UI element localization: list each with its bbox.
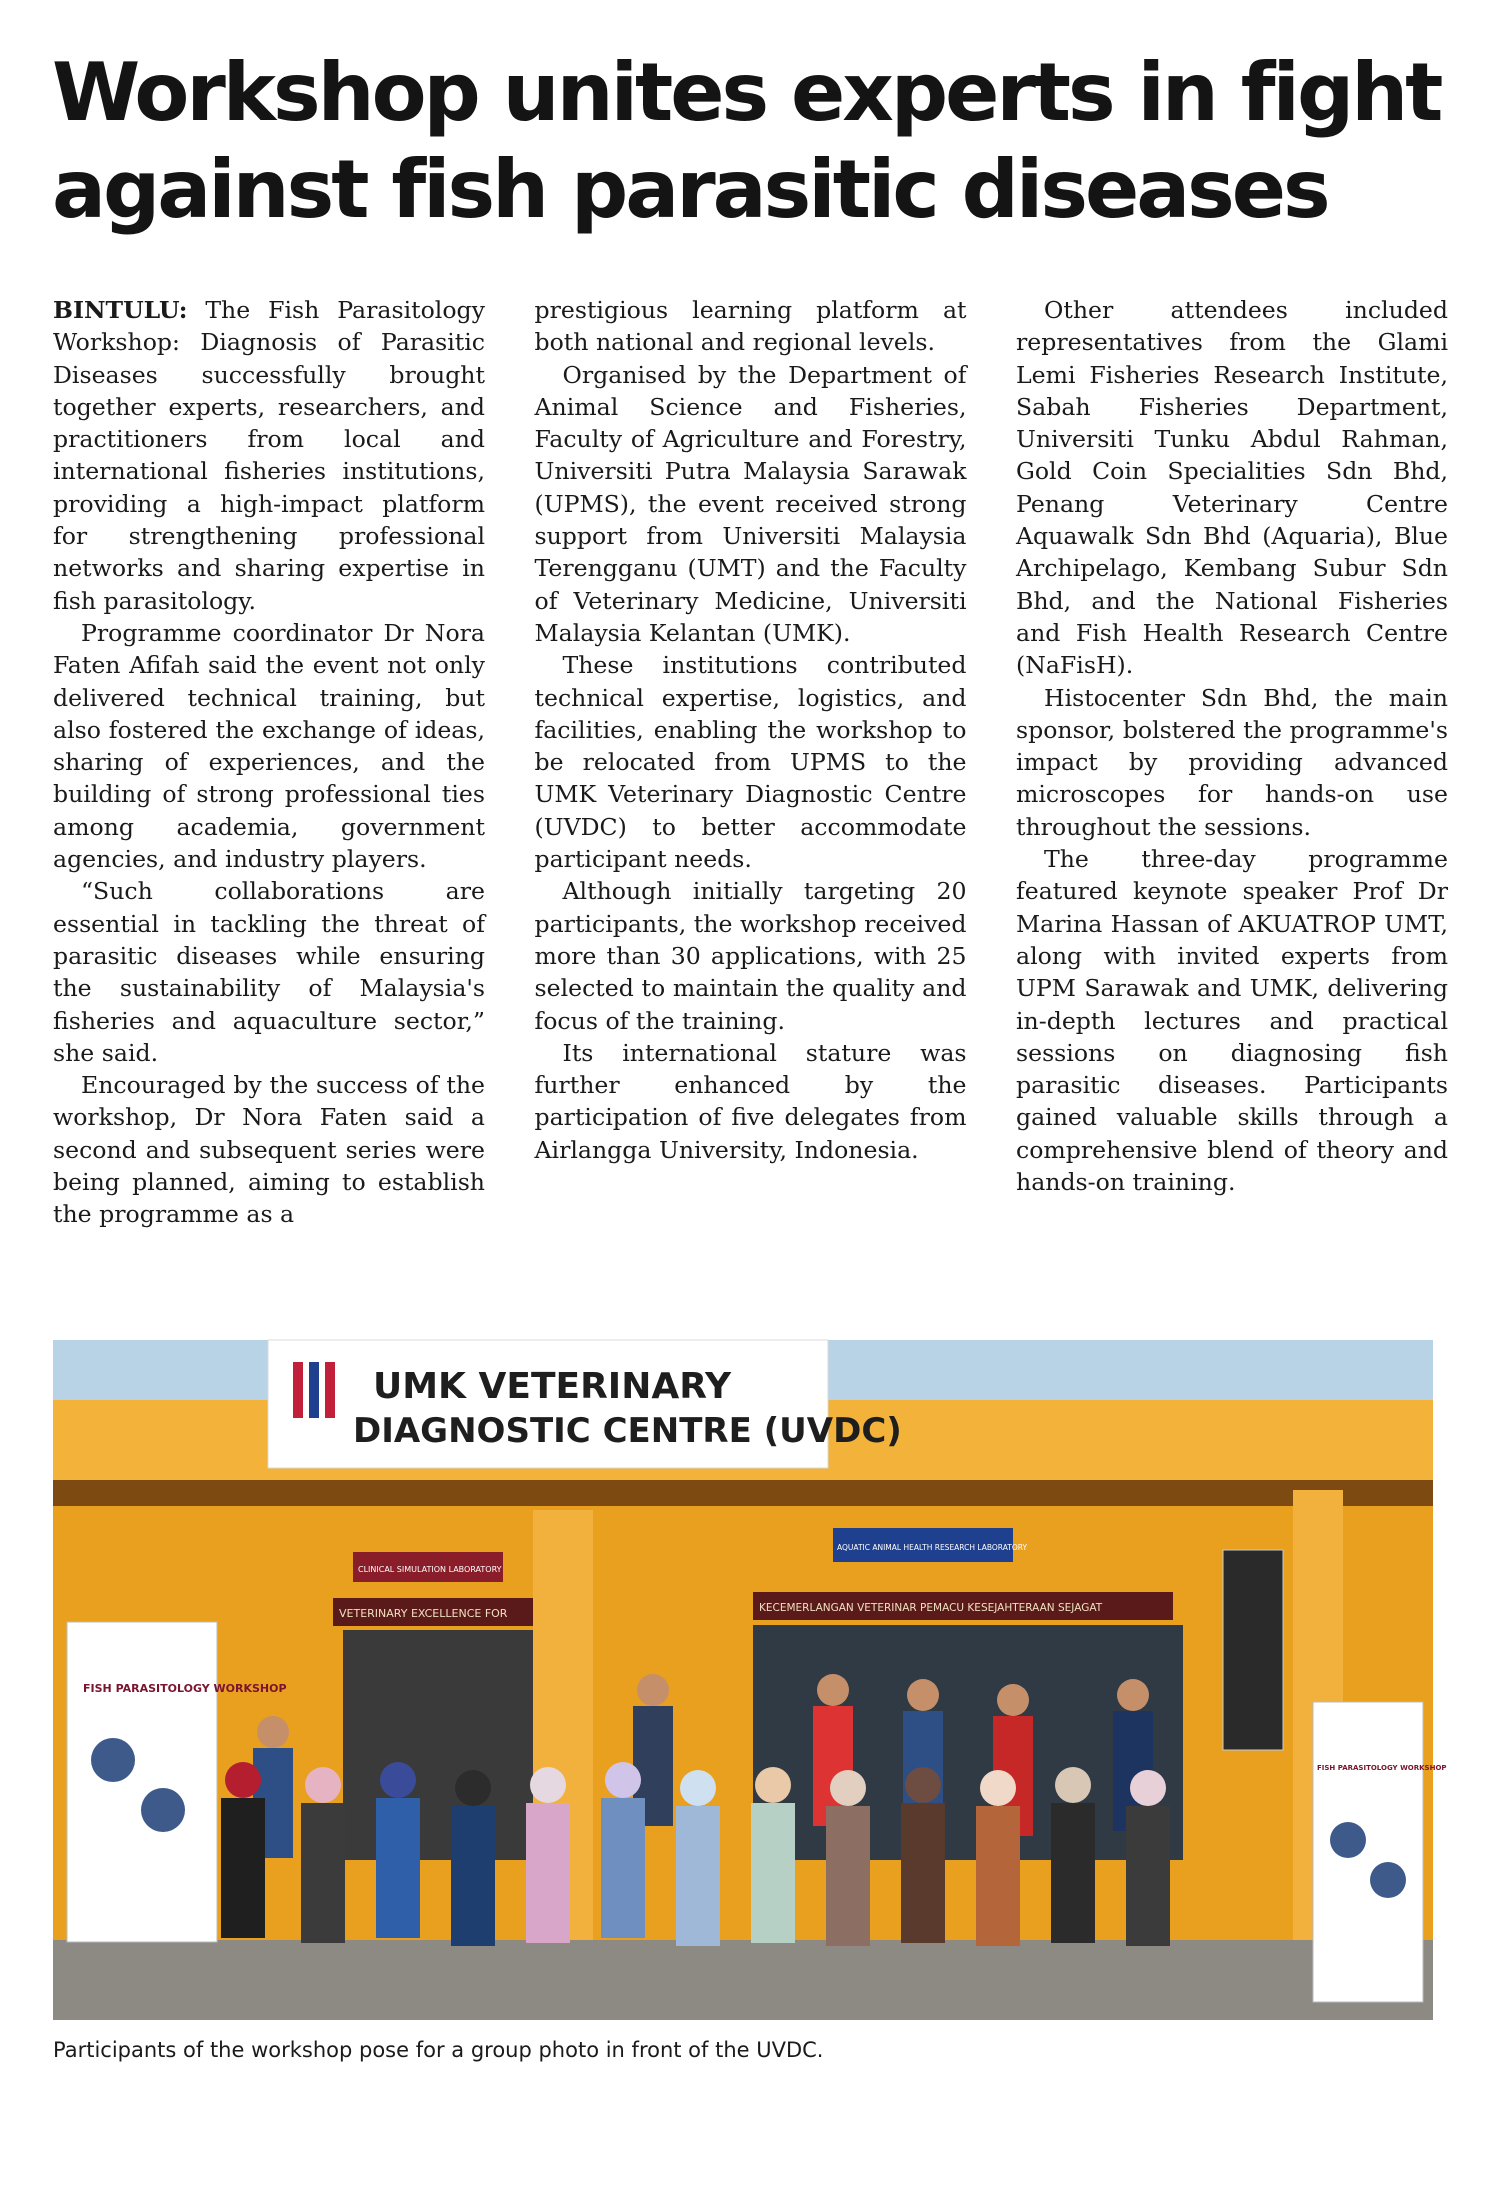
paragraph: Organised by the Department of Animal Science and Fisheries, Faculty of Agriculture and Forestry, Universiti Putra Malaysia Sarawak (UPMS), the event received strong support from Universiti Malaysia Terengganu (UMT) and the Faculty of Veterinary Medicine, Universiti Malaysia Kelantan (UMK). bbox=[534, 360, 967, 647]
standee-left-title: FISH PARASITOLOGY WORKSHOP bbox=[83, 1682, 287, 1695]
paragraph-text: The Fish Parasitology Workshop: Diagnosis of Parasitic Diseases successfully brought together experts, researchers, and practitioners from local and international fisheries institutions, providing a high-impact platform for strengthening professional networks and sharing expertise in fish parasitology. bbox=[53, 296, 485, 615]
headline: Workshop unites experts in fight against fish parasitic diseases bbox=[52, 46, 1441, 236]
sign-line-2: DIAGNOSTIC CENTRE (UVDC) bbox=[353, 1411, 902, 1451]
sign-line-1: UMK VETERINARY bbox=[373, 1366, 732, 1407]
paragraph: Other attendees included representatives from the Glami Lemi Fisheries Research Institute, Sabah Fisheries Department, Universiti Tunku Abdul Rahman, Gold Coin Specialities Sdn Bhd, Penang Veterinary Centre Aquawalk Sdn Bhd (Aquaria), Blue Archipelago, Kembang Subur Sdn Bhd, and the National Fisheries and Fish Health Research Centre (NaFisH). bbox=[1016, 296, 1448, 680]
paragraph: Its international stature was further enhanced by the participation of five delegates from Airlangga University, Indonesia. bbox=[534, 1038, 967, 1164]
notice-board bbox=[1223, 1550, 1283, 1750]
paragraph bbox=[53, 294, 485, 617]
paragraph: The three-day programme featured keynote speaker Prof Dr Marina Hassan of AKUATROP UMT, along with invited experts from UPM Sarawak and UMK, delivering in-depth lectures and practical sessions on diagnosing fish parasitic diseases. Participants gained valuable skills through a comprehensive blend of theory and hands-on training. bbox=[1016, 845, 1448, 1197]
banner-left-text: VETERINARY EXCELLENCE FOR bbox=[339, 1607, 508, 1620]
umk-logo bbox=[293, 1362, 335, 1418]
standee-right bbox=[1313, 1702, 1423, 2002]
group-photo bbox=[53, 1340, 1447, 2020]
standee-right-title: FISH PARASITOLOGY WORKSHOP bbox=[1317, 1764, 1447, 1772]
dateline: BINTULU: bbox=[53, 296, 188, 324]
paragraph: Histocenter Sdn Bhd, the main sponsor, bolstered the programme's impact by providing advanced microscopes for hands-on use throughout the sessions. bbox=[1016, 683, 1448, 841]
standee-image bbox=[1330, 1822, 1366, 1858]
group-photo-illustration bbox=[53, 1340, 1447, 2020]
paragraph: prestigious learning platform at both national and regional levels. bbox=[534, 296, 967, 357]
paragraph: Encouraged by the success of the workshop, Dr Nora Faten said a second and subsequent series were being planned, aiming to establish the programme as a bbox=[53, 1071, 485, 1229]
column-2 bbox=[535, 294, 967, 1314]
article-body bbox=[53, 294, 1448, 1314]
standee-image bbox=[141, 1788, 185, 1832]
photo-caption: Participants of the workshop pose for a group photo in front of the UVDC. bbox=[53, 2038, 824, 2062]
standee-left bbox=[67, 1622, 217, 1942]
paragraph: “Such collaborations are essential in tackling the threat of parasitic diseases while ensuring the sustainability of Malaysia's fisheries and aquaculture sector,” she said. bbox=[53, 877, 485, 1067]
standee-image bbox=[1370, 1862, 1406, 1898]
ground bbox=[53, 1940, 1433, 2020]
banner-right-text: KECEMERLANGAN VETERINAR PEMACU KESEJAHTERAAN SEJAGAT bbox=[759, 1602, 1103, 1614]
column-1 bbox=[53, 294, 485, 1314]
paragraph: Although initially targeting 20 participants, the workshop received more than 30 applications, with 25 selected to maintain the quality and focus of the training. bbox=[534, 877, 967, 1035]
column-3 bbox=[1016, 294, 1448, 1314]
lab-sign-clinical-text: CLINICAL SIMULATION LABORATORY bbox=[358, 1565, 502, 1574]
glass-door-left bbox=[343, 1630, 543, 1860]
lab-sign-aquatic-text: AQUATIC ANIMAL HEALTH RESEARCH LABORATORY bbox=[837, 1543, 1028, 1552]
paragraph: Programme coordinator Dr Nora Faten Afifah said the event not only delivered technical training, but also fostered the exchange of ideas, sharing of experiences, and the building of strong professional ties among academia, government agencies, and industry players. bbox=[53, 618, 485, 874]
paragraph: These institutions contributed technical expertise, logistics, and facilities, enabling the workshop to be relocated from UPMS to the UMK Veterinary Diagnostic Centre (UVDC) to better accommodate participant needs. bbox=[534, 651, 967, 874]
standee-image bbox=[91, 1738, 135, 1782]
roof-shadow bbox=[53, 1480, 1433, 1506]
